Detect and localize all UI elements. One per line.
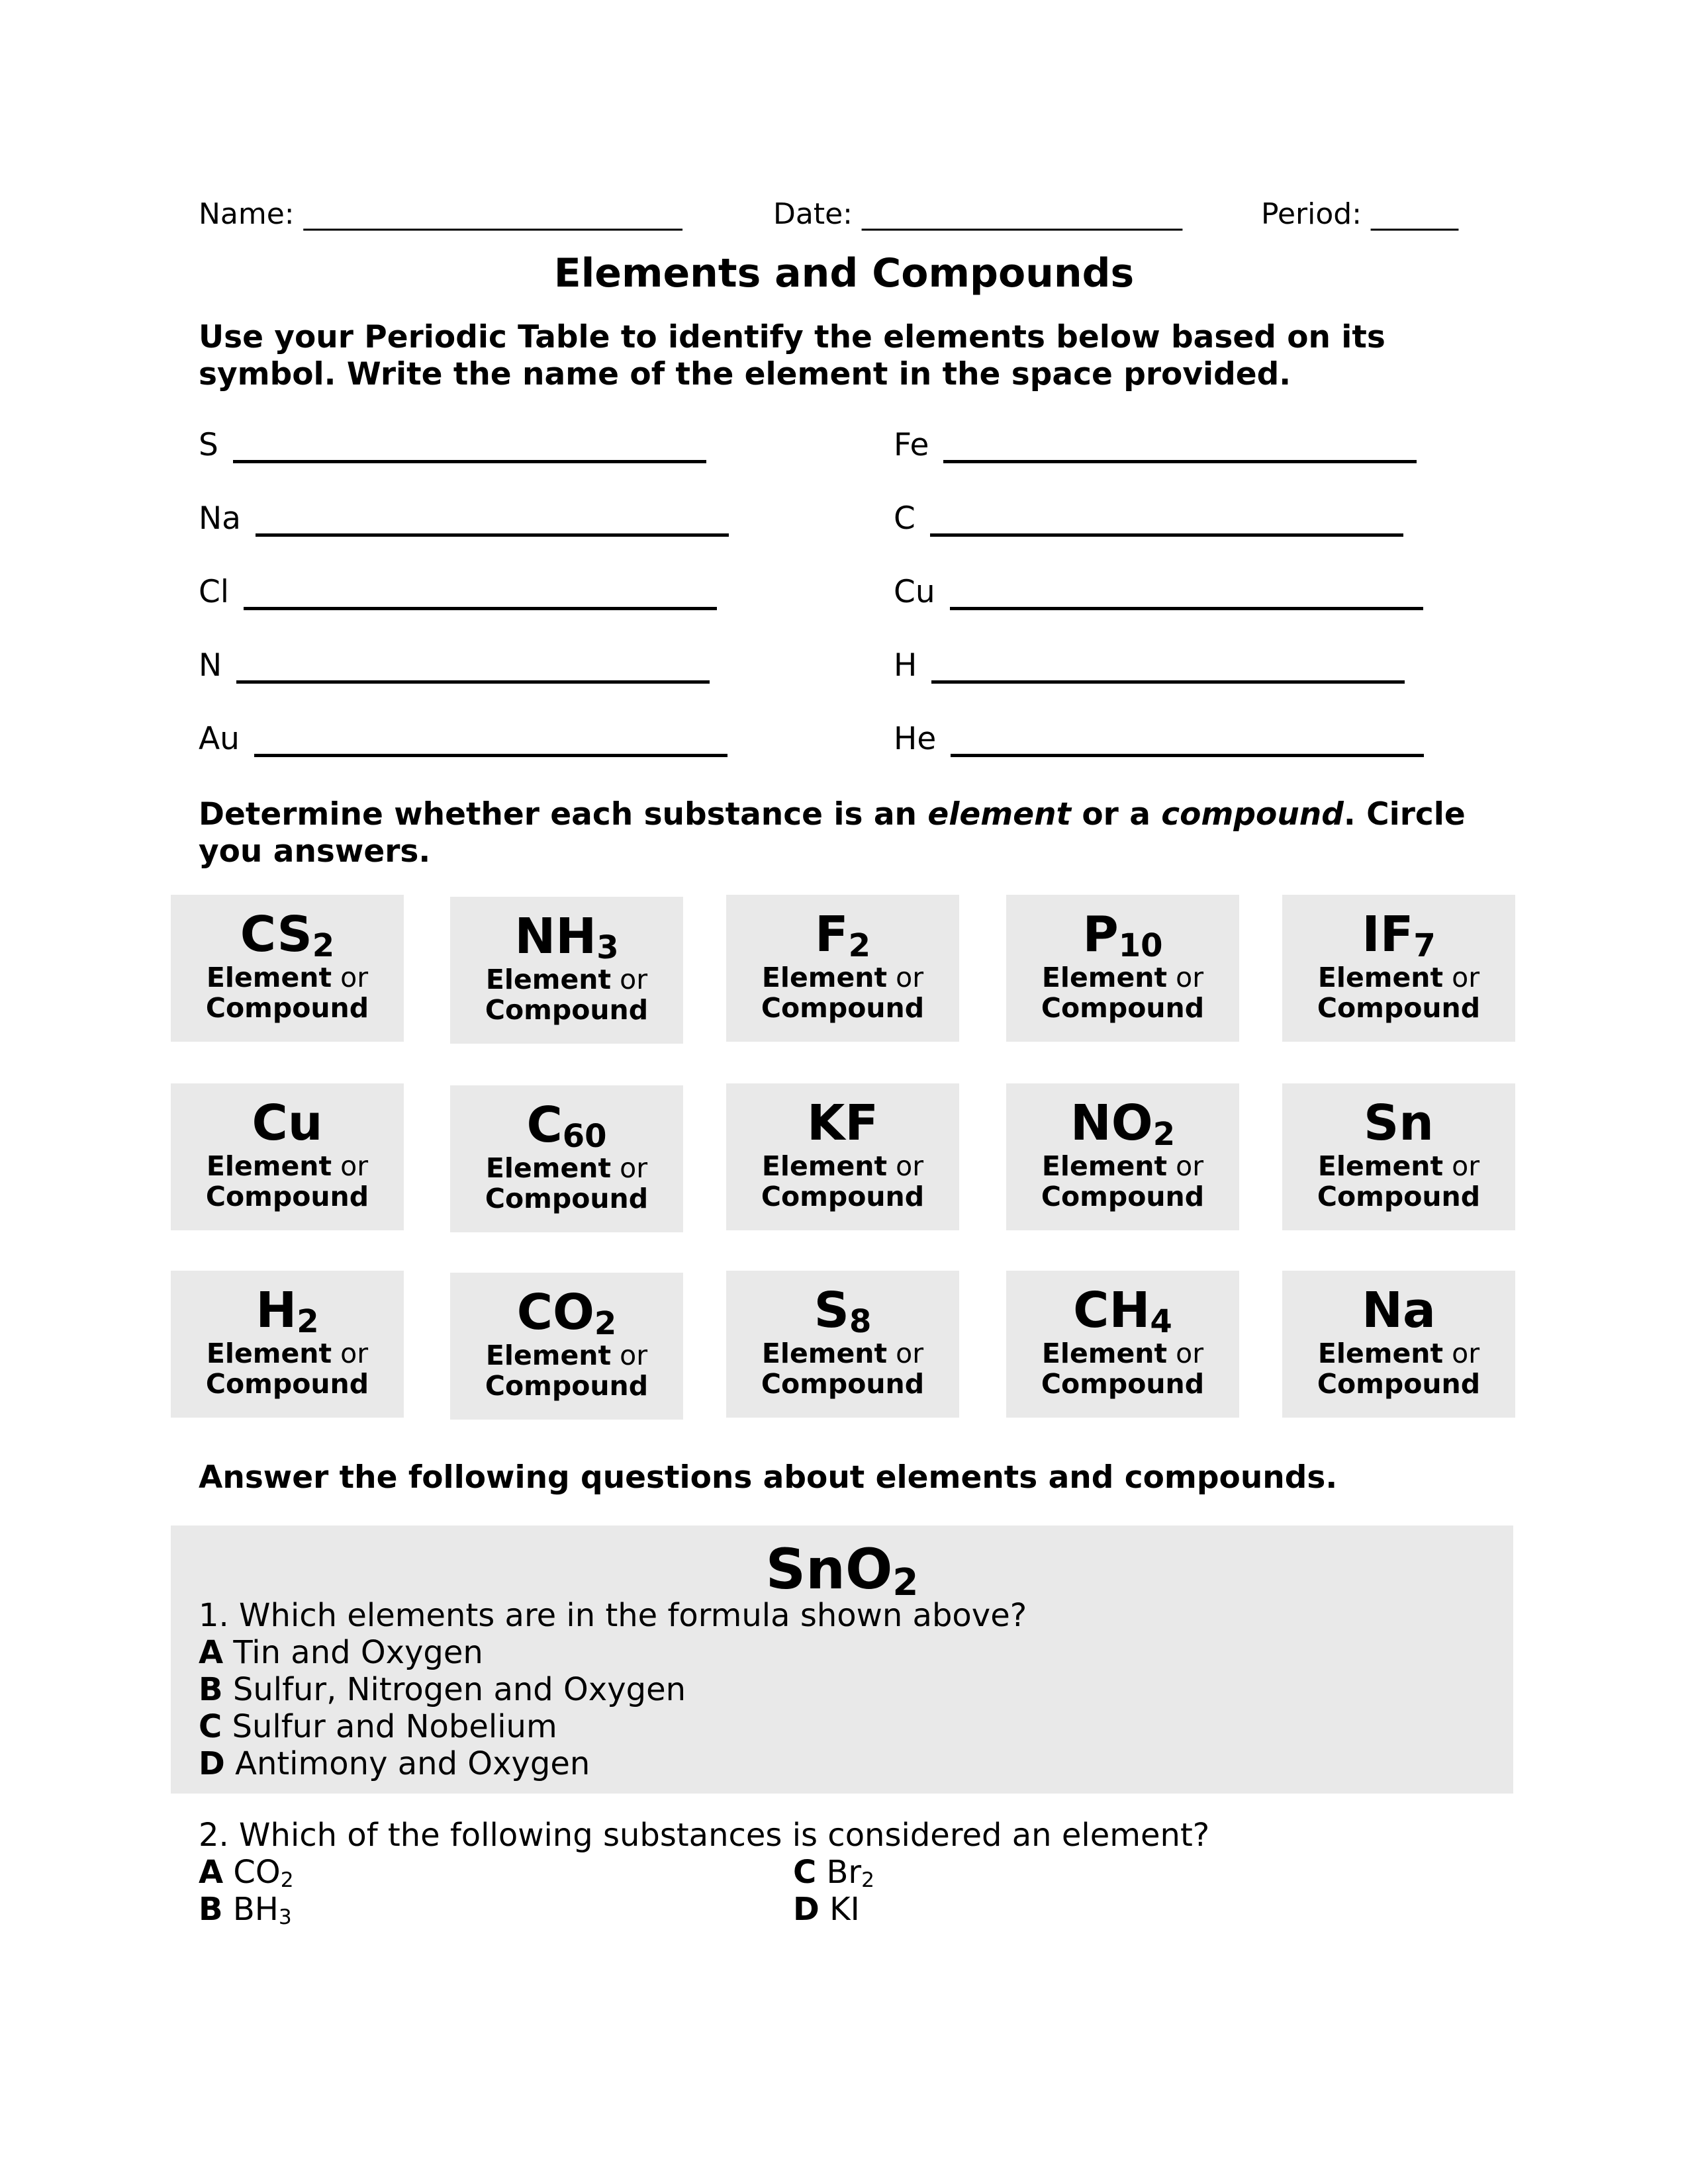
choice-element[interactable]: Element [206,1338,332,1369]
substance-card [1006,1083,1239,1230]
page-title: Elements and Compounds [553,250,1135,296]
choice-compound-line[interactable] [171,1181,404,1212]
formula-subscript: 2 [594,1305,617,1342]
choice-or: or [1443,1150,1480,1182]
option-letter: C [793,1854,817,1891]
answer-option[interactable] [793,1854,874,1891]
formula-base: CS [240,906,312,963]
choice-element[interactable]: Element [206,962,332,993]
choice-element-line[interactable] [1006,1151,1239,1181]
substance-formula [450,909,683,964]
choice-compound[interactable]: Compound [1317,1368,1481,1400]
choice-or: or [332,1338,369,1369]
section2-instruction [199,796,1523,870]
answer-option[interactable] [199,1854,294,1891]
left-symbol-column [199,424,729,757]
choice-compound[interactable]: Compound [761,992,925,1024]
symbol-label: Fe [894,427,929,463]
symbol-row [894,424,1424,463]
choice-element-line[interactable] [1006,962,1239,993]
instruction-emphasis-compound: compound [1161,796,1344,833]
symbol-label: H [894,647,917,684]
choice-compound-line[interactable] [1282,1181,1515,1212]
substance-formula [1006,1283,1239,1338]
formula-subscript: 4 [1150,1303,1172,1340]
formula-subscript: 8 [849,1303,872,1340]
substance-card [726,1271,959,1418]
substance-formula [1006,907,1239,962]
instruction-text: . Circle you answers. [199,796,1466,870]
option-subscript: 3 [278,1905,292,1930]
substance-card [726,1083,959,1230]
formula-base: NO [1070,1095,1153,1152]
formula-subscript: 60 [562,1118,607,1155]
choice-element[interactable]: Element [1317,1338,1444,1369]
answer-line[interactable] [943,428,1417,463]
option-letter: B [199,1671,223,1708]
substance-formula [171,1283,404,1338]
substance-formula [726,907,959,962]
substance-formula [726,1095,959,1151]
name-field-label: Name: __________________________ [199,197,682,231]
instruction-emphasis-element: element [927,796,1071,833]
substance-formula [1282,1095,1515,1151]
choice-compound[interactable]: Compound [1041,1368,1205,1400]
choice-element-line[interactable] [1282,962,1515,993]
symbol-label: Cu [894,574,935,610]
choice-element[interactable]: Element [761,962,888,993]
choice-or: or [611,1152,648,1184]
choice-compound-line[interactable] [450,1371,683,1401]
choice-element-line[interactable] [1006,1338,1239,1369]
choice-element-line[interactable] [450,964,683,995]
choice-element[interactable]: Element [485,1152,612,1184]
formula-subscript: 2 [892,1561,919,1604]
symbol-label: Na [199,500,241,537]
option-text: CO [223,1854,281,1891]
substance-card [171,1083,404,1230]
symbol-label: C [894,500,915,537]
choice-element-line[interactable] [450,1340,683,1371]
choice-compound-line[interactable] [726,1181,959,1212]
choice-element-line[interactable] [171,1338,404,1369]
question2-text: 2. Which of the following substances is considered an element? [199,1817,1210,1854]
choice-compound-line[interactable] [171,993,404,1023]
choice-compound-line[interactable] [1282,993,1515,1023]
option-subscript: 2 [861,1868,874,1893]
option-text: Tin and Oxygen [223,1634,483,1671]
substance-card [450,1273,683,1420]
choice-or: or [611,1340,648,1371]
choice-compound-line[interactable] [726,993,959,1023]
choice-or: or [1167,1338,1204,1369]
answer-line[interactable] [930,502,1403,537]
symbol-label: N [199,647,222,684]
option-text: KI [819,1891,860,1928]
substance-card [1282,895,1515,1042]
choice-compound[interactable]: Compound [1041,992,1205,1024]
substance-card [1006,895,1239,1042]
option-letter: A [199,1854,224,1891]
right-symbol-column [894,424,1424,757]
answer-line[interactable] [233,428,706,463]
instruction-text: or a [1071,796,1162,833]
formula-base: KF [807,1095,878,1152]
choice-compound[interactable]: Compound [485,1370,649,1402]
symbol-label: Au [199,721,240,757]
choice-compound[interactable]: Compound [761,1368,925,1400]
instruction-text: Determine whether each substance is an [199,796,928,833]
option-text: Sulfur and Nobelium [222,1708,557,1745]
answer-line[interactable] [236,649,710,684]
choice-or: or [1167,962,1204,993]
answer-option[interactable] [199,1745,1027,1782]
substance-formula [1282,1283,1515,1338]
substance-card [1282,1083,1515,1230]
choice-element[interactable]: Element [1041,1150,1168,1182]
question1-text: 1. Which elements are in the formula shown above? [199,1597,1027,1634]
option-letter: A [199,1634,224,1671]
answer-option[interactable] [793,1891,874,1928]
choice-element-line[interactable] [1282,1338,1515,1369]
substance-card [171,895,404,1042]
substance-formula [450,1097,683,1153]
formula-base: SnO [765,1537,893,1602]
answer-option[interactable] [199,1891,294,1928]
choice-element-line[interactable] [1282,1151,1515,1181]
symbol-row [894,570,1424,610]
symbol-row [894,644,1424,684]
substance-card [450,897,683,1044]
symbol-row [199,424,729,463]
symbol-label: S [199,427,218,463]
choice-compound[interactable]: Compound [761,1181,925,1212]
option-text: BH [222,1891,279,1928]
date-field-label: Date: ______________________ [773,197,1182,231]
choice-element[interactable]: Element [485,1340,612,1371]
question1-box [171,1525,1513,1794]
choice-or: or [1167,1150,1204,1182]
choice-or: or [332,962,369,993]
substance-formula [1282,907,1515,962]
choice-compound-line[interactable] [1006,1369,1239,1399]
choice-compound-line[interactable] [1006,1181,1239,1212]
choice-compound-line[interactable] [726,1369,959,1399]
formula-base: P [1082,906,1119,963]
formula-base: IF [1362,906,1414,963]
choice-element[interactable]: Element [1041,1338,1168,1369]
choice-or: or [1443,1338,1480,1369]
substance-card [1006,1271,1239,1418]
symbol-row [894,497,1424,537]
question2-options-left [199,1854,294,1928]
formula-base: H [256,1282,297,1339]
choice-element[interactable]: Element [761,1338,888,1369]
choice-compound[interactable]: Compound [205,1368,369,1400]
choice-element[interactable]: Element [485,964,612,995]
choice-or: or [1443,962,1480,993]
formula-subscript: 2 [1152,1116,1176,1153]
option-text: Br [816,1854,862,1891]
answer-line[interactable] [256,502,729,537]
symbol-label: He [894,721,937,757]
box-formula [171,1537,1513,1604]
choice-compound-line[interactable] [450,995,683,1025]
choice-element-line[interactable] [726,962,959,993]
answer-line[interactable] [931,649,1405,684]
answer-line[interactable] [254,722,727,757]
choice-compound[interactable]: Compound [1041,1181,1205,1212]
formula-base: CH [1073,1282,1150,1339]
period-field-label: Period: ______ [1261,197,1459,231]
formula-base: CO [516,1284,594,1341]
choice-compound-line[interactable] [1282,1369,1515,1399]
option-letter: B [199,1891,223,1928]
formula-base: Cu [252,1095,323,1152]
substance-formula [1006,1095,1239,1151]
question1-block [199,1597,1027,1782]
choice-element-line[interactable] [171,962,404,993]
choice-or: or [887,1338,924,1369]
choice-element[interactable]: Element [1041,962,1168,993]
formula-subscript: 2 [312,927,335,964]
symbol-row [199,497,729,537]
symbol-row [199,570,729,610]
substance-card [1282,1271,1515,1418]
choice-element[interactable]: Element [1317,1150,1444,1182]
substance-formula [450,1285,683,1340]
choice-compound[interactable]: Compound [485,1183,649,1214]
formula-base: NH [514,908,597,965]
choice-compound[interactable]: Compound [1317,1181,1481,1212]
symbol-row [199,644,729,684]
formula-subscript: 7 [1413,927,1436,964]
choice-compound[interactable]: Compound [485,994,649,1026]
answer-option[interactable] [199,1708,1027,1745]
formula-subscript: 10 [1118,927,1163,964]
section1-instruction: Use your Periodic Table to identify the elements below based on its symbol. Write the name of the element in the space provided. [199,319,1385,392]
section3-instruction: Answer the following questions about elements and compounds. [199,1459,1338,1496]
option-letter: C [199,1708,222,1745]
choice-element[interactable]: Element [206,1150,332,1182]
question2-block [199,1817,1209,1854]
substance-card [171,1271,404,1418]
substance-card [726,895,959,1042]
option-letter: D [199,1745,225,1782]
substance-formula [726,1283,959,1338]
choice-or: or [887,962,924,993]
option-letter: D [793,1891,820,1928]
symbol-row [199,717,729,757]
answer-line[interactable] [951,722,1424,757]
formula-base: S [814,1282,849,1339]
choice-compound-line[interactable] [450,1183,683,1214]
choice-or: or [332,1150,369,1182]
formula-base: F [815,906,849,963]
choice-element-line[interactable] [171,1151,404,1181]
symbol-row [894,717,1424,757]
choice-compound-line[interactable] [171,1369,404,1399]
formula-subscript: 3 [596,929,619,966]
answer-line[interactable] [950,575,1423,610]
choice-element-line[interactable] [726,1151,959,1181]
choice-or: or [887,1150,924,1182]
question2-options-right [793,1854,874,1928]
choice-compound[interactable]: Compound [205,1181,369,1212]
formula-base: C [526,1097,563,1154]
choice-compound[interactable]: Compound [1317,992,1481,1024]
option-text: Antimony and Oxygen [224,1745,590,1782]
choice-compound[interactable]: Compound [205,992,369,1024]
answer-option[interactable] [199,1671,1027,1708]
formula-subscript: 2 [848,927,870,964]
symbol-label: Cl [199,574,229,610]
choice-element-line[interactable] [450,1153,683,1183]
formula-base: Sn [1364,1095,1434,1152]
answer-line[interactable] [244,575,717,610]
formula-base: Na [1362,1282,1436,1339]
answer-option[interactable] [199,1634,1027,1671]
option-subscript: 2 [280,1868,294,1893]
substance-formula [171,907,404,962]
option-text: Sulfur, Nitrogen and Oxygen [222,1671,686,1708]
formula-subscript: 2 [297,1303,319,1340]
choice-element-line[interactable] [726,1338,959,1369]
choice-compound-line[interactable] [1006,993,1239,1023]
choice-element[interactable]: Element [761,1150,888,1182]
substance-formula [171,1095,404,1151]
choice-element[interactable]: Element [1317,962,1444,993]
substance-card [450,1085,683,1232]
choice-or: or [611,964,648,995]
